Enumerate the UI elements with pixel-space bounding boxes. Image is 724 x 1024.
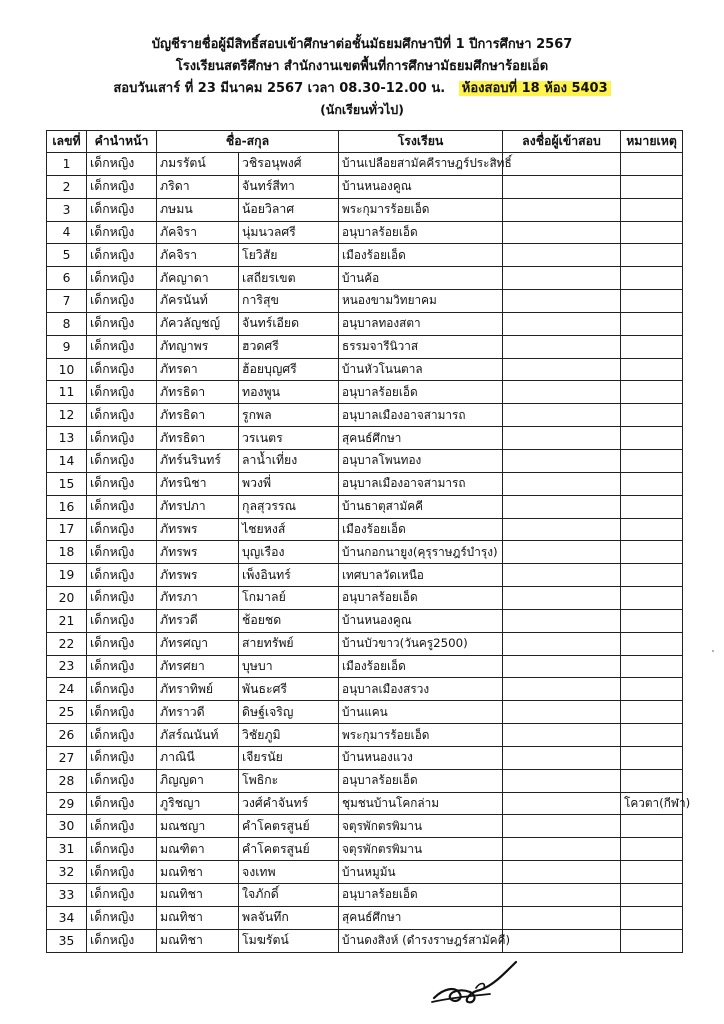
row-last-name: วชิรอนุพงศ์: [239, 153, 339, 176]
table-row: [47, 175, 683, 198]
row-note: [621, 746, 683, 769]
row-school: บ้านหมูม้น: [339, 861, 503, 884]
row-school: พระกุมารร้อยเอ็ด: [339, 724, 503, 747]
row-signature-cell[interactable]: [503, 678, 621, 701]
row-school: ชุมชนบ้านโคกล่าม: [339, 792, 503, 815]
row-note: [621, 381, 683, 404]
row-number: 11: [47, 381, 87, 404]
table-row: [47, 701, 683, 724]
row-note: [621, 175, 683, 198]
row-signature-cell[interactable]: [503, 884, 621, 907]
row-school: เทศบาลวัดเหนือ: [339, 564, 503, 587]
row-last-name: พันธะศรี: [239, 678, 339, 701]
row-school: บ้านหนองแวง: [339, 746, 503, 769]
row-signature-cell[interactable]: [503, 815, 621, 838]
row-first-name: ภัครนันท์: [157, 290, 239, 313]
row-last-name: รูกพล: [239, 404, 339, 427]
row-prefix: เด็กหญิง: [87, 587, 157, 610]
row-last-name: พลจันทึก: [239, 906, 339, 929]
table-row: [47, 815, 683, 838]
row-school: จตุรพักตรพิมาน: [339, 838, 503, 861]
row-number: 1: [47, 153, 87, 176]
row-number: 26: [47, 724, 87, 747]
row-number: 25: [47, 701, 87, 724]
row-prefix: เด็กหญิง: [87, 609, 157, 632]
document-title: บัญชีรายชื่อผู้มีสิทธิ์สอบเข้าศึกษาต่อชั้นมัธยมศึกษาปีที่ 1 ปีการศึกษา 2567: [151, 37, 573, 52]
row-number: 6: [47, 267, 87, 290]
row-number: 24: [47, 678, 87, 701]
row-prefix: เด็กหญิง: [87, 495, 157, 518]
row-signature-cell[interactable]: [503, 587, 621, 610]
table-row: [47, 655, 683, 678]
table-row: [47, 587, 683, 610]
row-note: [621, 587, 683, 610]
row-number: 3: [47, 198, 87, 221]
row-signature-cell[interactable]: [503, 290, 621, 313]
row-first-name: ภัทรพร: [157, 541, 239, 564]
row-number: 34: [47, 906, 87, 929]
row-school: เมืองร้อยเอ็ด: [339, 244, 503, 267]
row-last-name: โกมาลย์: [239, 587, 339, 610]
row-school: ธรรมจารีนิวาส: [339, 335, 503, 358]
signature-scribble: [430, 958, 530, 1014]
table-row: [47, 267, 683, 290]
row-last-name: พวงพี่: [239, 472, 339, 495]
row-signature-cell[interactable]: [503, 792, 621, 815]
row-note: [621, 838, 683, 861]
row-first-name: มณฑิตา: [157, 838, 239, 861]
table-row: [47, 244, 683, 267]
table-row: [47, 518, 683, 541]
exam-room-highlight: ห้องสอบที่ 18 ห้อง 5403: [459, 81, 611, 96]
row-note: [621, 678, 683, 701]
row-last-name: บุษบา: [239, 655, 339, 678]
row-school: บ้านหนองคูณ: [339, 609, 503, 632]
row-last-name: จันทร์เอียด: [239, 312, 339, 335]
table-row: [47, 290, 683, 313]
table-row: [47, 792, 683, 815]
row-number: 10: [47, 358, 87, 381]
row-first-name: ภัทรภา: [157, 587, 239, 610]
row-number: 23: [47, 655, 87, 678]
row-school: บ้านธาตุสามัคคี: [339, 495, 503, 518]
table-row: [47, 632, 683, 655]
row-last-name: โยวิสัย: [239, 244, 339, 267]
row-school: เมืองร้อยเอ็ด: [339, 518, 503, 541]
row-note: [621, 290, 683, 313]
row-signature-cell[interactable]: [503, 769, 621, 792]
row-school: บ้านหนองคูณ: [339, 175, 503, 198]
row-first-name: ภัคญาดา: [157, 267, 239, 290]
row-signature-cell[interactable]: [503, 312, 621, 335]
row-last-name: วรเนตร: [239, 427, 339, 450]
row-prefix: เด็กหญิง: [87, 267, 157, 290]
row-prefix: เด็กหญิง: [87, 175, 157, 198]
row-signature-cell[interactable]: [503, 906, 621, 929]
row-last-name: ช้อยชด: [239, 609, 339, 632]
table-row: [47, 495, 683, 518]
row-prefix: เด็กหญิง: [87, 472, 157, 495]
row-school: จตุรพักตรพิมาน: [339, 815, 503, 838]
table-row: [47, 564, 683, 587]
row-last-name: ใจภักดิ์: [239, 884, 339, 907]
row-note: [621, 655, 683, 678]
col-header-school: โรงเรียน: [339, 131, 503, 153]
table-row: [47, 449, 683, 472]
row-number: 4: [47, 221, 87, 244]
row-signature-cell[interactable]: [503, 449, 621, 472]
row-signature-cell[interactable]: [503, 267, 621, 290]
table-row: [47, 678, 683, 701]
row-number: 20: [47, 587, 87, 610]
row-first-name: ภัทรธิดา: [157, 381, 239, 404]
row-last-name: วงศ์คำจันทร์: [239, 792, 339, 815]
row-signature-cell[interactable]: [503, 701, 621, 724]
row-prefix: เด็กหญิง: [87, 861, 157, 884]
row-last-name: ฮ้อยบุญศรี: [239, 358, 339, 381]
row-school: บ้านแคน: [339, 701, 503, 724]
row-number: 19: [47, 564, 87, 587]
row-last-name: เสถียรเขต: [239, 267, 339, 290]
col-header-signature: ลงชื่อผู้เข้าสอบ: [503, 131, 621, 153]
row-prefix: เด็กหญิง: [87, 838, 157, 861]
row-note: [621, 724, 683, 747]
row-first-name: ภัทรนิชา: [157, 472, 239, 495]
row-prefix: เด็กหญิง: [87, 792, 157, 815]
row-number: 14: [47, 449, 87, 472]
row-first-name: ภัทรดา: [157, 358, 239, 381]
row-first-name: มณชญา: [157, 815, 239, 838]
row-first-name: ภัคจิรา: [157, 244, 239, 267]
row-last-name: บุญเรือง: [239, 541, 339, 564]
table-row: [47, 221, 683, 244]
row-signature-cell[interactable]: [503, 564, 621, 587]
row-school: บ้านกอกนายูง(คุรุราษฎร์บำรุง): [339, 541, 503, 564]
roster-body: [47, 153, 691, 953]
row-number: 8: [47, 312, 87, 335]
row-school: สุคนธ์ศึกษา: [339, 906, 503, 929]
row-prefix: เด็กหญิง: [87, 358, 157, 381]
row-last-name: จันทร์สีทา: [239, 175, 339, 198]
row-prefix: เด็กหญิง: [87, 815, 157, 838]
row-number: 30: [47, 815, 87, 838]
row-signature-cell[interactable]: [503, 221, 621, 244]
row-signature-cell[interactable]: [503, 929, 621, 952]
table-row: [47, 541, 683, 564]
document-header: [0, 34, 724, 119]
row-note: [621, 769, 683, 792]
row-number: 33: [47, 884, 87, 907]
row-note: [621, 153, 683, 176]
row-prefix: เด็กหญิง: [87, 769, 157, 792]
exam-date-line: [0, 78, 724, 100]
table-row: [47, 609, 683, 632]
row-last-name: ดิษฐ์เจริญ: [239, 701, 339, 724]
row-note: [621, 701, 683, 724]
student-category: (นักเรียนทั่วไป): [320, 102, 404, 117]
table-row: [47, 861, 683, 884]
header-row: [47, 131, 683, 153]
row-note: [621, 929, 683, 952]
row-note: [621, 198, 683, 221]
row-note: [621, 358, 683, 381]
row-signature-cell[interactable]: [503, 404, 621, 427]
row-signature-cell[interactable]: [503, 746, 621, 769]
row-prefix: เด็กหญิง: [87, 518, 157, 541]
row-last-name: คำโคตรสูนย์: [239, 838, 339, 861]
row-note: [621, 564, 683, 587]
row-school: อนุบาลร้อยเอ็ด: [339, 221, 503, 244]
row-note: [621, 221, 683, 244]
row-number: 5: [47, 244, 87, 267]
row-signature-cell[interactable]: [503, 427, 621, 450]
row-note: [621, 427, 683, 450]
row-first-name: ภัทรธิดา: [157, 427, 239, 450]
row-first-name: ภูริชญา: [157, 792, 239, 815]
row-last-name: ลาน้ำเที่ยง: [239, 449, 339, 472]
table-row: [47, 404, 683, 427]
row-signature-cell[interactable]: [503, 541, 621, 564]
row-number: 12: [47, 404, 87, 427]
row-school: อนุบาลเมืองอาจสามารถ: [339, 472, 503, 495]
row-prefix: เด็กหญิง: [87, 312, 157, 335]
row-first-name: มณทิชา: [157, 861, 239, 884]
row-number: 35: [47, 929, 87, 952]
table-row: [47, 312, 683, 335]
row-signature-cell[interactable]: [503, 381, 621, 404]
row-prefix: เด็กหญิง: [87, 404, 157, 427]
row-number: 29: [47, 792, 87, 815]
row-last-name: เจียรนัย: [239, 746, 339, 769]
row-note: [621, 495, 683, 518]
row-note: [621, 335, 683, 358]
row-first-name: ภัทรพร: [157, 564, 239, 587]
row-signature-cell[interactable]: [503, 632, 621, 655]
row-note: [621, 906, 683, 929]
row-number: 22: [47, 632, 87, 655]
row-signature-cell[interactable]: [503, 609, 621, 632]
table-row: [47, 358, 683, 381]
row-note: [621, 861, 683, 884]
row-note: โควตา(กีฬา): [621, 792, 683, 815]
table-row: [47, 906, 683, 929]
row-signature-cell[interactable]: [503, 495, 621, 518]
row-last-name: ฮวดศรี: [239, 335, 339, 358]
col-header-no: เลขที่: [47, 131, 87, 153]
row-first-name: ภัทรศญา: [157, 632, 239, 655]
row-last-name: วิชัยภูมิ: [239, 724, 339, 747]
row-number: 16: [47, 495, 87, 518]
row-number: 32: [47, 861, 87, 884]
row-note: [621, 267, 683, 290]
row-school: อนุบาลโพนทอง: [339, 449, 503, 472]
col-header-note: หมายเหตุ: [621, 131, 683, 153]
row-number: 18: [47, 541, 87, 564]
table-row: [47, 153, 683, 176]
row-prefix: เด็กหญิง: [87, 701, 157, 724]
row-school: อนุบาลทองสตา: [339, 312, 503, 335]
row-first-name: ภัทร์นรินทร์: [157, 449, 239, 472]
row-signature-cell[interactable]: [503, 153, 621, 176]
row-last-name: การิสุข: [239, 290, 339, 313]
row-school: อนุบาลร้อยเอ็ด: [339, 884, 503, 907]
row-first-name: ภัคจิรา: [157, 221, 239, 244]
row-prefix: เด็กหญิง: [87, 290, 157, 313]
row-prefix: เด็กหญิง: [87, 746, 157, 769]
row-last-name: โมฆรัตน์: [239, 929, 339, 952]
row-school: หนองขามวิทยาคม: [339, 290, 503, 313]
row-first-name: ภัทราวดี: [157, 701, 239, 724]
row-first-name: มณทิชา: [157, 929, 239, 952]
row-signature-cell[interactable]: [503, 198, 621, 221]
row-note: [621, 609, 683, 632]
row-school: อนุบาลเมืองสรวง: [339, 678, 503, 701]
row-last-name: คำโคตรสูนย์: [239, 815, 339, 838]
row-note: [621, 541, 683, 564]
row-note: [621, 815, 683, 838]
table-row: [47, 929, 683, 952]
row-number: 21: [47, 609, 87, 632]
table-row: [47, 724, 683, 747]
table-row: [47, 381, 683, 404]
row-first-name: ภัทรธิดา: [157, 404, 239, 427]
row-last-name: น้อยวิลาศ: [239, 198, 339, 221]
row-last-name: เพ็งอินทร์: [239, 564, 339, 587]
row-first-name: ภัควลัญชญ์: [157, 312, 239, 335]
row-prefix: เด็กหญิง: [87, 541, 157, 564]
row-first-name: มณทิชา: [157, 906, 239, 929]
row-prefix: เด็กหญิง: [87, 244, 157, 267]
row-signature-cell[interactable]: [503, 724, 621, 747]
row-prefix: เด็กหญิง: [87, 884, 157, 907]
row-school: อนุบาลเมืองอาจสามารถ: [339, 404, 503, 427]
col-header-name: ชื่อ-สกุล: [157, 131, 339, 153]
row-prefix: เด็กหญิง: [87, 335, 157, 358]
row-note: [621, 449, 683, 472]
row-school: อนุบาลร้อยเอ็ด: [339, 587, 503, 610]
row-school: สุคนธ์ศึกษา: [339, 427, 503, 450]
row-note: [621, 518, 683, 541]
row-prefix: เด็กหญิง: [87, 381, 157, 404]
table-row: [47, 884, 683, 907]
row-last-name: โพธิกะ: [239, 769, 339, 792]
row-prefix: เด็กหญิง: [87, 564, 157, 587]
row-school: บ้านหัวโนนตาล: [339, 358, 503, 381]
row-signature-cell[interactable]: [503, 175, 621, 198]
row-signature-cell[interactable]: [503, 655, 621, 678]
row-number: 9: [47, 335, 87, 358]
row-number: 2: [47, 175, 87, 198]
row-note: [621, 472, 683, 495]
row-note: [621, 404, 683, 427]
row-first-name: ภริดา: [157, 175, 239, 198]
row-prefix: เด็กหญิง: [87, 678, 157, 701]
row-school: อนุบาลร้อยเอ็ด: [339, 769, 503, 792]
row-last-name: ทองพูน: [239, 381, 339, 404]
row-first-name: ภัทราทิพย์: [157, 678, 239, 701]
row-number: 28: [47, 769, 87, 792]
row-signature-cell[interactable]: [503, 861, 621, 884]
row-school: บ้านเปลือยสามัคคีราษฎร์ประสิทธิ์: [339, 153, 503, 176]
row-first-name: ภัสร์ณนันท์: [157, 724, 239, 747]
row-first-name: ภัทญาพร: [157, 335, 239, 358]
row-school: บ้านบัวขาว(วันครู2500): [339, 632, 503, 655]
row-number: 27: [47, 746, 87, 769]
row-first-name: ภษมน: [157, 198, 239, 221]
row-number: 17: [47, 518, 87, 541]
row-last-name: นุ่มนวลศรี: [239, 221, 339, 244]
row-note: [621, 312, 683, 335]
row-school: บ้านค้อ: [339, 267, 503, 290]
school-office-line: โรงเรียนสตรีศึกษา สำนักงานเขตพื้นที่การศึกษามัธยมศึกษาร้อยเอ็ด: [175, 59, 549, 74]
table-row: [47, 198, 683, 221]
roster-table: [46, 130, 691, 953]
table-row: [47, 472, 683, 495]
row-first-name: ภมรรัตน์: [157, 153, 239, 176]
row-number: 15: [47, 472, 87, 495]
row-first-name: ภัทรศยา: [157, 655, 239, 678]
row-prefix: เด็กหญิง: [87, 427, 157, 450]
row-number: 7: [47, 290, 87, 313]
table-row: [47, 335, 683, 358]
row-prefix: เด็กหญิง: [87, 632, 157, 655]
row-signature-cell[interactable]: [503, 838, 621, 861]
row-first-name: ภิญญดา: [157, 769, 239, 792]
table-row: [47, 427, 683, 450]
row-prefix: เด็กหญิง: [87, 221, 157, 244]
row-note: [621, 884, 683, 907]
table-row: [47, 746, 683, 769]
row-signature-cell[interactable]: [503, 358, 621, 381]
row-prefix: เด็กหญิง: [87, 198, 157, 221]
table-row: [47, 769, 683, 792]
row-prefix: เด็กหญิง: [87, 655, 157, 678]
row-number: 31: [47, 838, 87, 861]
row-number: 13: [47, 427, 87, 450]
row-last-name: สายทรัพย์: [239, 632, 339, 655]
row-prefix: เด็กหญิง: [87, 906, 157, 929]
row-prefix: เด็กหญิง: [87, 153, 157, 176]
row-signature-cell[interactable]: [503, 518, 621, 541]
row-signature-cell[interactable]: [503, 335, 621, 358]
row-last-name: จงเทพ: [239, 861, 339, 884]
row-first-name: ภัทรปภา: [157, 495, 239, 518]
row-last-name: ไชยหงส์: [239, 518, 339, 541]
row-school: เมืองร้อยเอ็ด: [339, 655, 503, 678]
row-prefix: เด็กหญิง: [87, 449, 157, 472]
row-school: บ้านดงสิงห์ (ดำรงราษฎร์สามัคคี): [339, 929, 503, 952]
row-first-name: ภัทรพร: [157, 518, 239, 541]
row-last-name: กุลสุวรรณ: [239, 495, 339, 518]
row-first-name: มณทิชา: [157, 884, 239, 907]
row-prefix: เด็กหญิง: [87, 929, 157, 952]
col-header-prefix: คำนำหน้า: [87, 131, 157, 153]
row-signature-cell[interactable]: [503, 472, 621, 495]
row-school: พระกุมารร้อยเอ็ด: [339, 198, 503, 221]
table-row: [47, 838, 683, 861]
row-note: [621, 244, 683, 267]
exam-datetime: สอบวันเสาร์ ที่ 23 มีนาคม 2567 เวลา 08.30-12.00 น.: [113, 81, 446, 96]
row-first-name: ภาณินี: [157, 746, 239, 769]
row-first-name: ภัทรวดี: [157, 609, 239, 632]
row-prefix: เด็กหญิง: [87, 724, 157, 747]
row-signature-cell[interactable]: [503, 244, 621, 267]
row-school: อนุบาลร้อยเอ็ด: [339, 381, 503, 404]
row-note: [621, 632, 683, 655]
scan-speck: [712, 650, 714, 652]
